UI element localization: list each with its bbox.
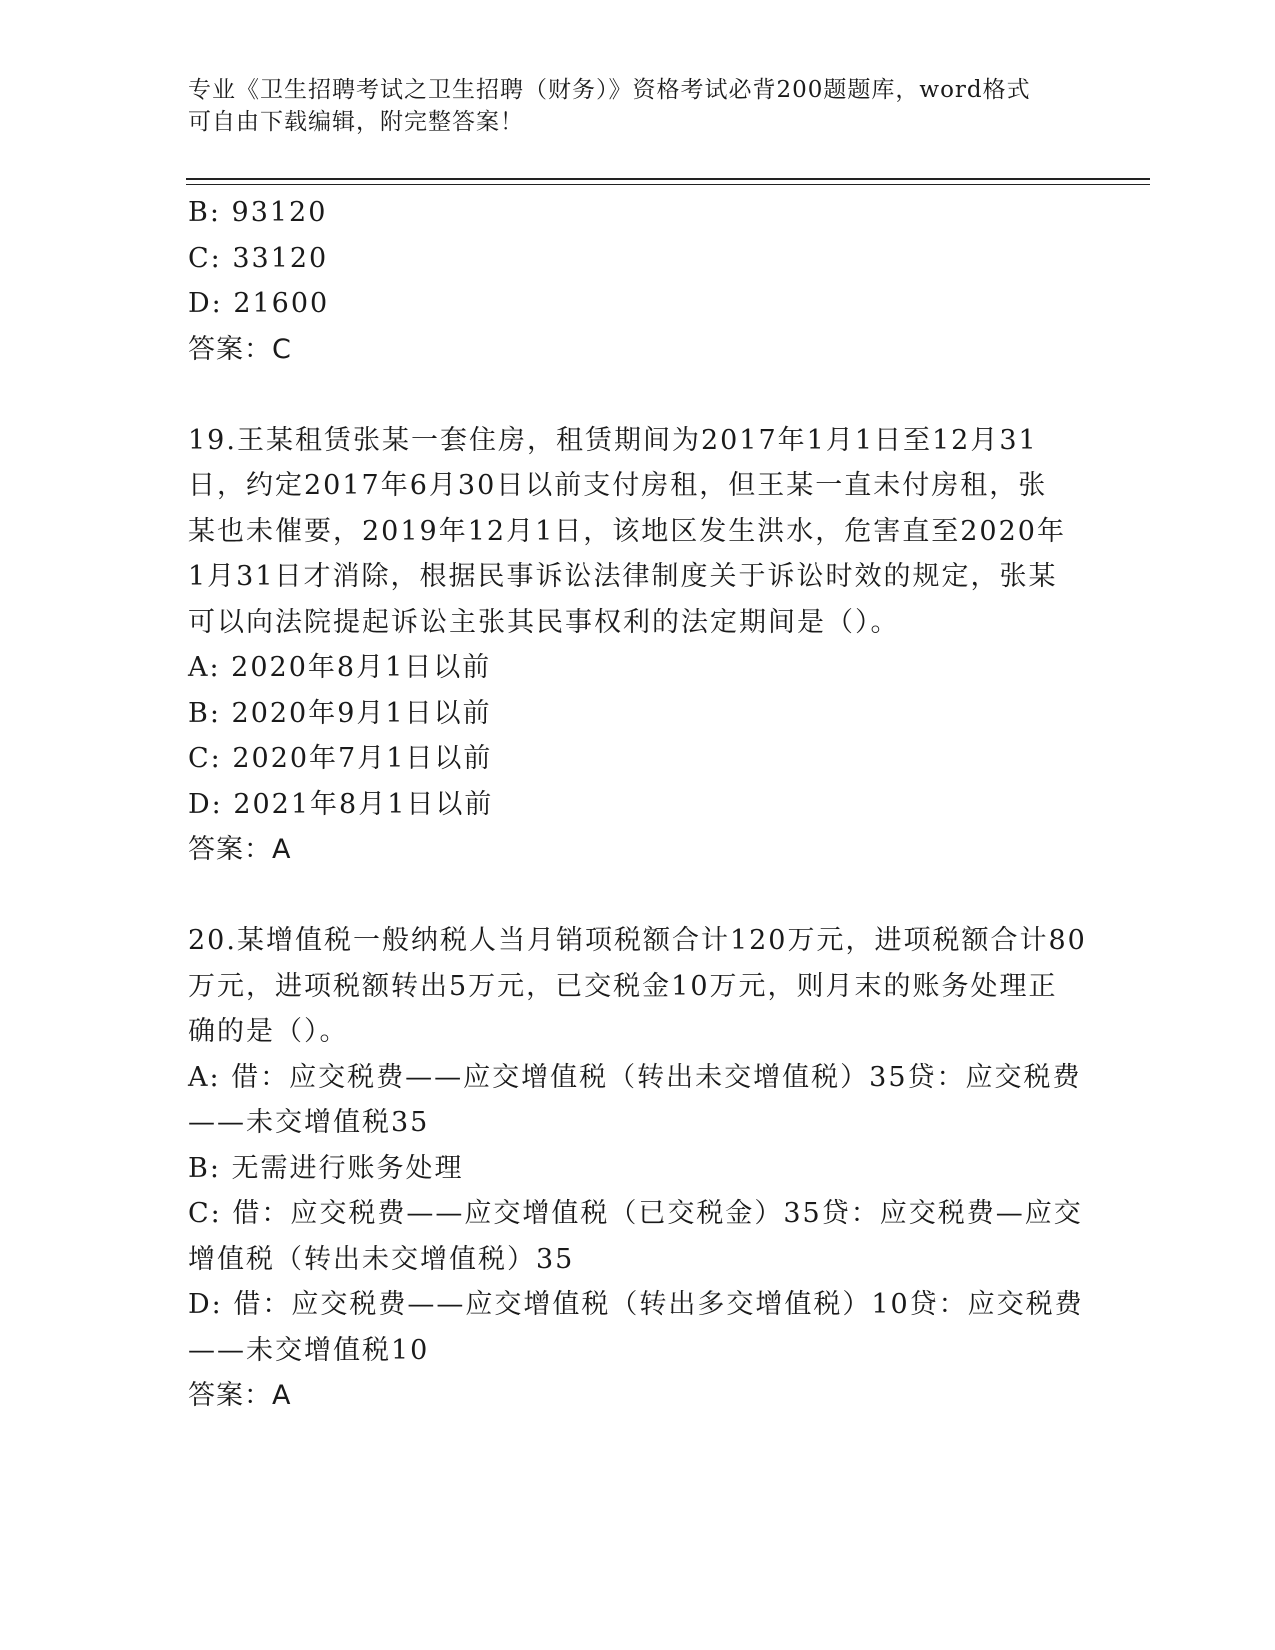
document-header [188,74,1088,138]
document-body [188,190,1088,1419]
question-text-line: 万元，进项税额转出5万元，已交税金10万元，则月末的账务处理正 [188,970,1058,1002]
option-a-continued: ——未交增值税35 [188,1107,430,1138]
header-line-1: 专业《卫生招聘考试之卫生招聘（财务）》资格考试必背200题题库，word格式 [188,77,1031,103]
option-a: A: 借：应交税费——应交增值税（转出未交增值税）35贷：应交税费 [188,1061,1082,1093]
option-d: D: 2021年8月1日以前 [188,788,494,820]
question-text-line: 确的是（）。 [188,1016,349,1047]
option-a: A: 2020年8月1日以前 [188,652,492,683]
answer: 答案：A [188,1380,292,1411]
answer: 答案：C [188,333,292,365]
answer: 答案：A [188,834,292,865]
option-b: B: 93120 [188,197,328,228]
option-d: D: 借：应交税费——应交增值税（转出多交增值税）10贷：应交税费 [188,1289,1084,1320]
question-20 [188,918,1088,1419]
question-text-line: 20.某增值税一般纳税人当月销项税额合计120万元，进项税额合计80 [188,925,1087,956]
question-text-line: 日，约定2017年6月30日以前支付房租，但王某一直未付房租，张 [188,470,1048,501]
prev-question [188,190,1088,372]
question-19 [188,418,1088,873]
header-rule-thick [186,178,1150,180]
option-c-continued: 增值税（转出未交增值税）35 [188,1243,575,1275]
option-d-continued: ——未交增值税10 [188,1334,430,1366]
question-text-line: 19.王某租赁张某一套住房，租赁期间为2017年1月1日至12月31 [188,424,1038,456]
option-c: C: 2020年7月1日以前 [188,743,493,774]
option-c: C: 33120 [188,242,329,274]
option-c: C: 借：应交税费——应交增值税（已交税金）35贷：应交税费—应交 [188,1198,1083,1229]
option-d: D: 21600 [188,288,330,319]
option-b: B: 2020年9月1日以前 [188,697,492,729]
option-b: B: 无需进行账务处理 [188,1152,464,1184]
header-line-2: 可自由下载编辑，附完整答案！ [188,109,524,135]
header-rule-thin [186,184,1150,185]
question-text-line: 某也未催要，2019年12月1日，该地区发生洪水，危害直至2020年 [188,515,1066,547]
question-text-line: 1月31日才消除，根据民事诉讼法律制度关于诉讼时效的规定，张某 [188,561,1058,592]
question-text-line: 可以向法院提起诉讼主张其民事权利的法定期间是（）。 [188,606,900,638]
